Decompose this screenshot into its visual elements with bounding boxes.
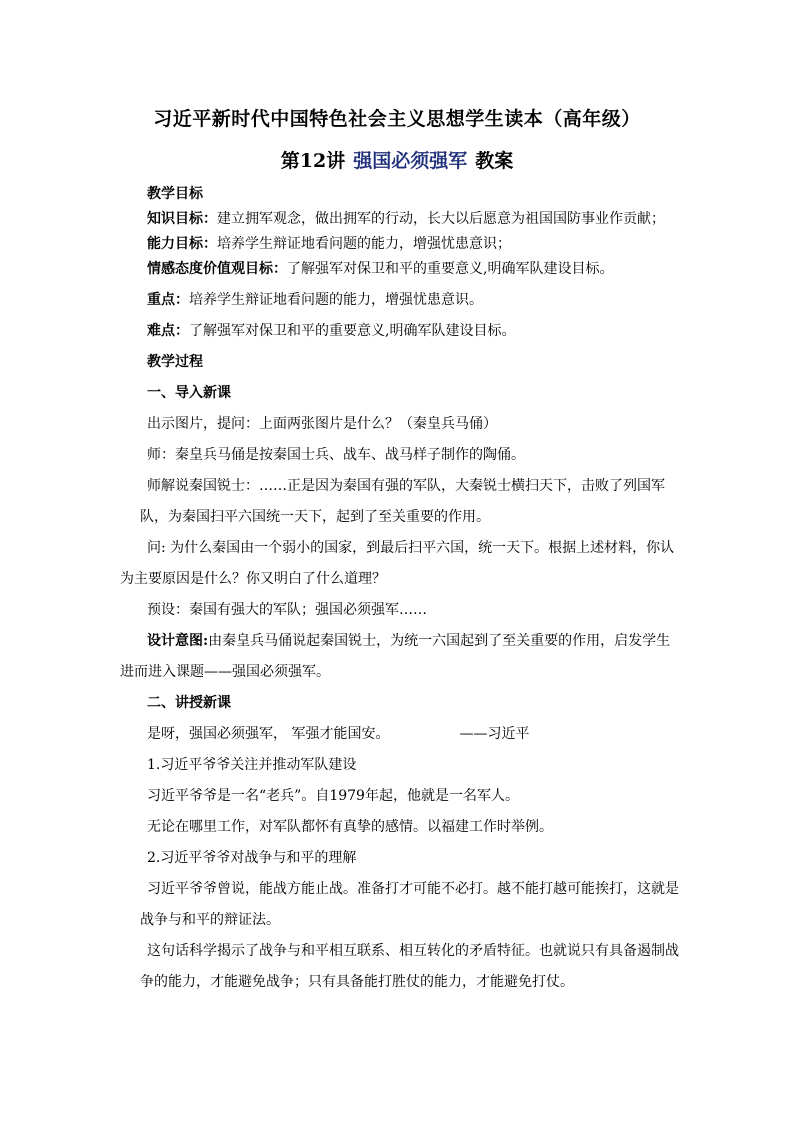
ability-goal-label: 能力目标： — [147, 236, 217, 252]
s1-paragraph-4-line-1: 问: 为什么秦国由一个弱小的国家，到最后扫平六国，统一天下。根据上述材料，你认 — [147, 540, 675, 556]
section-2-heading: 二、讲授新课 — [147, 695, 231, 711]
key-point-label: 重点： — [147, 292, 189, 308]
difficult-point-label: 难点： — [147, 323, 189, 339]
process-heading: 教学过程 — [147, 354, 203, 370]
s1-paragraph-3-line-1: 师解说秦国锐士：……正是因为秦国有强的军队，大秦锐士横扫天下，击败了列国军 — [147, 478, 665, 494]
s2-paragraph-3-line-2: 战争与和平的辩证法。 — [140, 912, 280, 928]
s2-item-1: 1.习近平爷爷关注并推动军队建设 — [147, 757, 357, 773]
document-body — [120, 184, 687, 993]
lesson-name: 强国必须强军 — [353, 150, 468, 172]
s1-paragraph-1: 出示图片，提问：上面两张图片是什么？（秦皇兵马俑） — [147, 416, 497, 432]
difficult-point — [147, 321, 687, 342]
design-intent-text-1: 由秦皇兵马俑说起秦国锐士，为统一六国起到了至关重要的作用，启发学生 — [208, 633, 671, 649]
s2-paragraph-4-line-2: 争的能力，才能避免战争；只有具备能打胜仗的能力，才能避免打仗。 — [140, 974, 574, 990]
s1-paragraph-5: 预设：秦国有强大的军队；强国必须强军…… — [147, 602, 427, 618]
s2-paragraph-2: 无论在哪里工作，对军队都怀有真挚的感情。以福建工作时举例。 — [147, 819, 553, 835]
design-intent-text-2: 进而进入课题——强国必须强军。 — [120, 664, 330, 680]
document-title: 习近平新时代中国特色社会主义思想学生读本（高年级） — [153, 108, 641, 130]
design-intent — [147, 631, 687, 652]
key-point-text: 培养学生辩证地看问题的能力，增强忧患意识。 — [189, 292, 483, 308]
section-1-heading: 一、导入新课 — [147, 385, 231, 401]
emotion-goal-label: 情感态度价值观目标： — [147, 261, 287, 277]
s2-item-2: 2.习近平爷爷对战争与和平的理解 — [147, 850, 357, 866]
knowledge-goal-text: 建立拥军观念，做出拥军的行动，长大以后愿意为祖国国防事业作贡献； — [217, 211, 665, 227]
goals-heading: 教学目标 — [147, 186, 203, 202]
ability-goal — [147, 234, 687, 255]
lesson-title — [0, 146, 794, 173]
s2-paragraph-4-line-1: 这句话科学揭示了战争与和平相互联系、相互转化的矛盾特征。也就说只有具备遏制战 — [147, 943, 679, 959]
knowledge-goal — [147, 209, 687, 230]
s2-paragraph-3-line-1: 习近平爷爷曾说，能战方能止战。准备打才可能不必打。越不能打越可能挨打，这就是 — [147, 881, 679, 897]
emotion-goal — [147, 259, 687, 280]
s1-paragraph-2: 师：秦皇兵马俑是按秦国士兵、战车、战马样子制作的陶俑。 — [147, 447, 525, 463]
quote-text: 是呀，强国必须强军， 军强才能国安。 — [147, 726, 390, 742]
design-intent-label: 设计意图: — [147, 633, 209, 649]
quote-source: ——习近平 — [459, 726, 530, 742]
s2-paragraph-1: 习近平爷爷是一名“老兵”。自1979年起，他就是一名军人。 — [147, 788, 519, 804]
knowledge-goal-label: 知识目标： — [147, 211, 217, 227]
quote-line — [147, 724, 687, 745]
s1-paragraph-4-line-2: 为主要原因是什么？你又明白了什么道理？ — [120, 571, 386, 587]
ability-goal-text: 培养学生辩证地看问题的能力，增强忧患意识； — [217, 236, 511, 252]
key-point — [147, 290, 687, 311]
s1-paragraph-3-line-2: 队，为秦国扫平六国统一天下，起到了至关重要的作用。 — [140, 509, 490, 525]
emotion-goal-text: 了解强军对保卫和平的重要意义,明确军队建设目标。 — [287, 261, 614, 277]
lesson-number: 第12讲 — [280, 150, 346, 172]
difficult-point-text: 了解强军对保卫和平的重要意义,明确军队建设目标。 — [189, 323, 516, 339]
lesson-suffix: 教案 — [475, 150, 514, 172]
